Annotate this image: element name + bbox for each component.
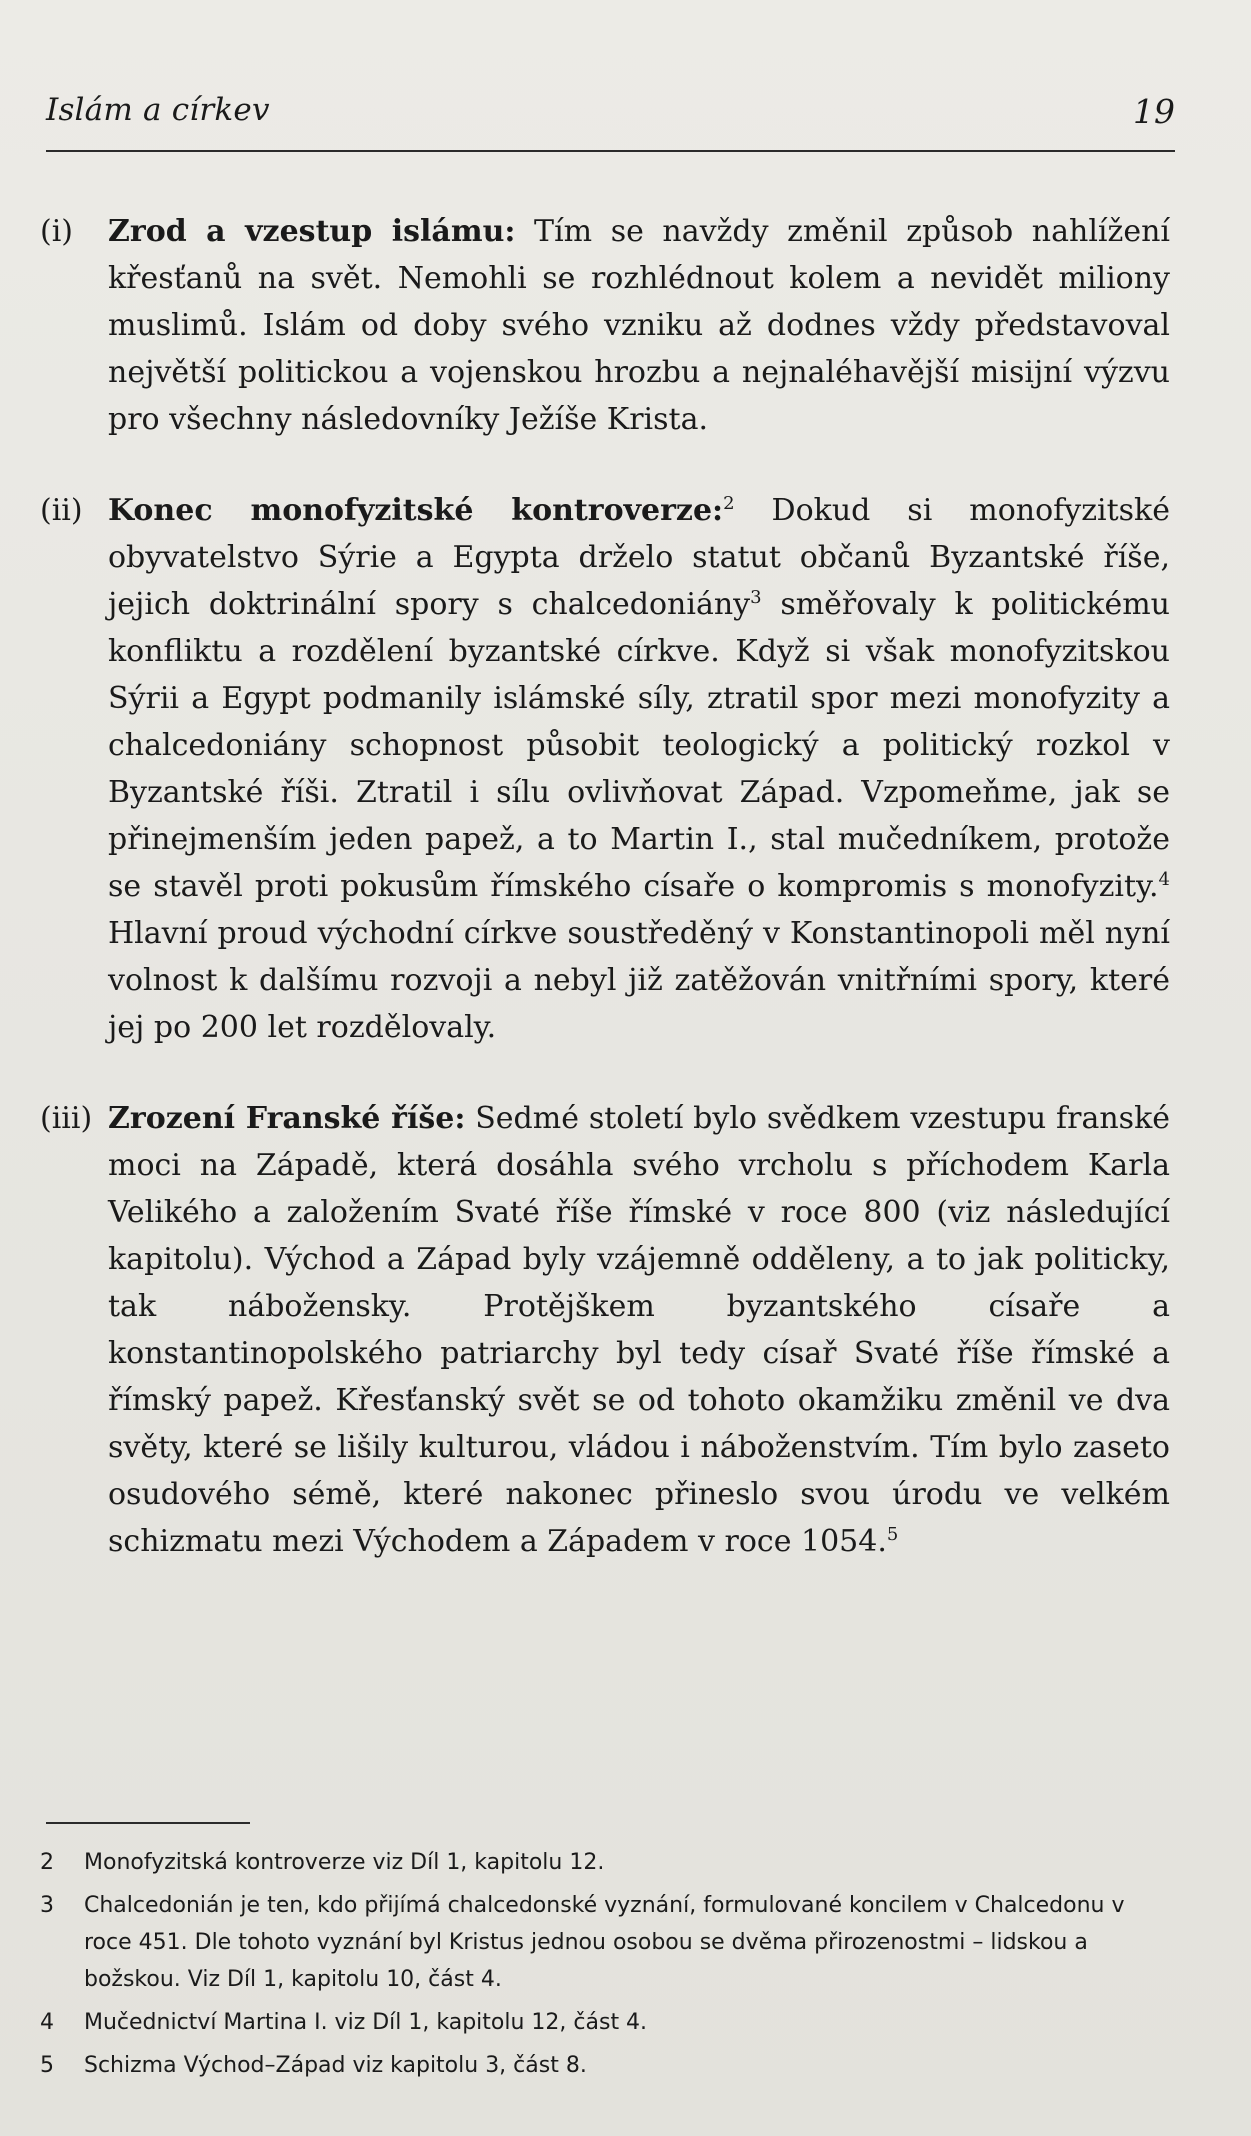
- item-heading: Zrod a vzestup islámu:: [108, 214, 516, 249]
- footnote-number: 2: [40, 1850, 54, 1875]
- main-text: [40, 208, 1170, 1609]
- item-content: [108, 1095, 1170, 1565]
- footnote-ref: 4: [1158, 869, 1170, 890]
- footnote-ref: 2: [723, 493, 735, 514]
- item-marker: (i): [40, 214, 74, 249]
- footnote-text: Schizma Východ–Západ viz kapitolu 3, část 8.: [84, 2053, 587, 2078]
- running-head: Islám a církev: [46, 92, 270, 128]
- footnote-text: Monofyzitská kontroverze viz Díl 1, kapitolu 12.: [84, 1850, 605, 1875]
- item-marker: (ii): [40, 493, 83, 528]
- footnote-number: 3: [40, 1893, 54, 1918]
- list-item-iii: [40, 1095, 1170, 1565]
- footnote: [40, 2047, 1170, 2084]
- item-text: Sedmé století bylo svědkem vzestupu franské moci na Západě, která dosáhla svého vrcholu s příchodem Karla Velikého a založením Svaté říše římské v roce 800 (viz následující kapitolu). Východ a Západ byly vzájemně odděleny, a to jak politicky, tak nábožensky. Protějškem byzantského císaře a konstantinopolského patriarchy byl tedy císař Svaté říše římské a římský papež. Křesťanský svět se od tohoto okamžiku změnil ve dva světy, které se lišily kulturou, vládou i náboženstvím. Tím bylo zaseto osudového sémě, které nakonec přineslo svou úrodu ve velkém schizmatu mezi Východem a Západem v roce 1054.: [108, 1101, 1170, 1559]
- list-item-i: [40, 208, 1170, 443]
- footnote: [40, 1887, 1170, 1998]
- footnote-text: Mučednictví Martina I. viz Díl 1, kapitolu 12, část 4.: [84, 2010, 648, 2035]
- footnote: [40, 2004, 1170, 2041]
- footnote-divider: [46, 1822, 250, 1824]
- item-heading: Konec monofyzitské kontroverze:: [108, 493, 724, 528]
- item-content: [108, 208, 1170, 443]
- footnote-number: 4: [40, 2010, 54, 2035]
- item-text: směřovaly k politickému konfliktu a rozdělení byzantské církve. Když si však monofyzitskou Sýrii a Egypt podmanily islámské síly, ztratil spor mezi monofyzity a chalcedoniány schopnost působit teologický a politický rozkol v Byzantské říši. Ztratil i sílu ovlivňovat Západ. Vzpomeňme, jak se přinejmenším jeden papež, a to Martin I., stal mučedníkem, protože se stavěl proti pokusům římského císaře o kompromis s monofyzity.: [108, 587, 1170, 904]
- item-content: [108, 487, 1170, 1051]
- footnote-text: Chalcedonián je ten, kdo přijímá chalcedonské vyznání, formulované koncilem v Chalcedonu v roce 451. Dle tohoto vyznání byl Kristus jednou osobou se dvěma přirozenostmi – lidskou a božskou. Viz Díl 1, kapitolu 10, část 4.: [84, 1893, 1125, 1992]
- list-item-ii: [40, 487, 1170, 1051]
- footnote-ref: 5: [886, 1524, 899, 1545]
- item-heading: Zrození Franské říše:: [108, 1101, 466, 1136]
- item-text: Hlavní proud východní církve soustředěný v Konstantinopoli měl nyní volnost k dalšímu rozvoji a nebyl již zatěžován vnitřními spory, které jej po 200 let rozdělovaly.: [108, 916, 1170, 1045]
- item-text: Dokud si monofyzitské obyvatelstvo Sýrie a Egypta drželo statut občanů Byzantské říše, jejich doktrinální spory s chalcedoniány: [108, 493, 1170, 622]
- item-text: Tím se navždy změnil způsob nahlížení křesťanů na svět. Nemohli se rozhlédnout kolem a nevidět miliony muslimů. Islám od doby svého vzniku až dodnes vždy představoval největší politickou a vojenskou hrozbu a nejnaléhavější misijní výzvu pro všechny následovníky Ježíše Krista.: [108, 214, 1171, 437]
- item-marker: (iii): [40, 1101, 93, 1136]
- footnote: [40, 1844, 1170, 1881]
- footnotes: [40, 1844, 1170, 2090]
- footnote-number: 5: [40, 2053, 54, 2078]
- page-number: 19: [1133, 92, 1175, 131]
- footnote-ref: 3: [750, 587, 762, 608]
- page-header: [46, 86, 1175, 152]
